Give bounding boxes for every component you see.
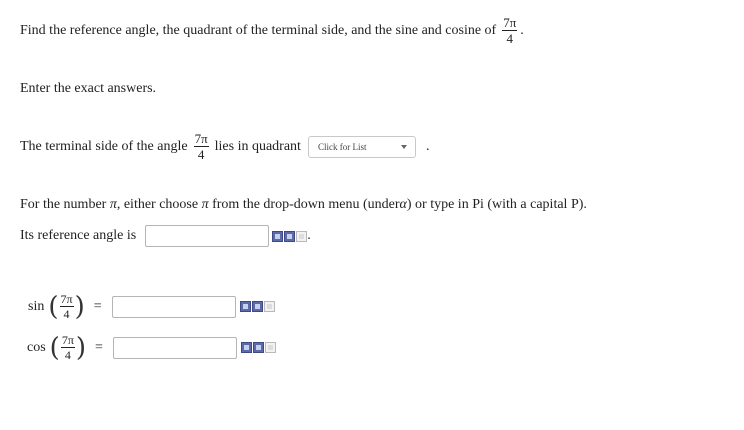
cos-angle-denominator: 4 bbox=[64, 348, 71, 362]
alpha-symbol: α bbox=[399, 197, 407, 212]
instruction-text: Enter the exact answers. bbox=[20, 81, 157, 96]
sin-angle-numerator: 7π bbox=[60, 292, 73, 306]
symbol-palette-icon[interactable] bbox=[253, 342, 264, 353]
quadrant-angle-numerator: 7π bbox=[194, 131, 208, 146]
symbol-palette-icon[interactable] bbox=[284, 231, 295, 242]
reference-line bbox=[20, 225, 311, 247]
sin-equals: = bbox=[93, 298, 102, 314]
question-line bbox=[20, 16, 524, 45]
sin-label: sin bbox=[28, 298, 45, 314]
pi-note-part1: For the number bbox=[20, 197, 107, 212]
equation-editor-icon[interactable] bbox=[272, 231, 283, 242]
sin-row bbox=[28, 293, 275, 320]
right-paren: ) bbox=[74, 291, 85, 322]
cos-equals: = bbox=[95, 339, 103, 355]
sin-answer-input[interactable] bbox=[112, 296, 236, 318]
question-period: . bbox=[520, 22, 524, 38]
reference-period: . bbox=[307, 228, 311, 243]
equation-editor-icon[interactable] bbox=[240, 301, 251, 312]
pi-symbol-2: π bbox=[201, 197, 209, 212]
quadrant-suffix: lies in quadrant bbox=[214, 138, 301, 154]
sin-angle-fraction bbox=[60, 293, 74, 320]
reference-tools bbox=[272, 231, 307, 242]
left-paren: ( bbox=[49, 332, 60, 363]
cos-angle-numerator: 7π bbox=[61, 333, 74, 347]
reference-label: Its reference angle is bbox=[20, 228, 137, 243]
right-paren: ) bbox=[75, 332, 87, 363]
quadrant-period: . bbox=[425, 138, 430, 154]
angle-denominator: 4 bbox=[506, 31, 513, 46]
help-document-icon[interactable] bbox=[264, 301, 275, 312]
symbol-palette-icon[interactable] bbox=[252, 301, 263, 312]
cos-answer-input[interactable] bbox=[113, 337, 237, 359]
pi-note-part2: , either choose bbox=[116, 197, 199, 212]
angle-fraction bbox=[502, 16, 517, 45]
cos-row bbox=[27, 334, 276, 361]
quadrant-angle-fraction bbox=[194, 132, 209, 161]
pi-note bbox=[20, 197, 587, 213]
cos-angle-fraction bbox=[61, 334, 75, 361]
quadrant-line bbox=[20, 132, 429, 161]
question-text: Find the reference angle, the quadrant of the terminal side, and the sine and cosine of bbox=[20, 22, 497, 38]
angle-numerator: 7π bbox=[503, 15, 517, 30]
quadrant-angle-denominator: 4 bbox=[197, 147, 205, 162]
pi-note-part4: ) or type in Pi (with a capital P). bbox=[406, 197, 587, 212]
sin-angle-denominator: 4 bbox=[63, 307, 70, 321]
help-document-icon[interactable] bbox=[265, 342, 276, 353]
chevron-down-icon bbox=[401, 145, 407, 149]
pi-note-part3: from the drop-down menu (under bbox=[212, 197, 400, 212]
pi-symbol: π bbox=[109, 197, 117, 212]
left-paren: ( bbox=[48, 291, 59, 322]
cos-label: cos bbox=[27, 339, 46, 355]
equation-editor-icon[interactable] bbox=[241, 342, 252, 353]
quadrant-prefix: The terminal side of the angle bbox=[20, 138, 188, 154]
sin-tools bbox=[240, 301, 275, 312]
reference-angle-input[interactable] bbox=[145, 225, 269, 247]
cos-tools bbox=[241, 342, 276, 353]
quadrant-dropdown-value: Click for List bbox=[317, 141, 367, 152]
help-document-icon[interactable] bbox=[296, 231, 307, 242]
quadrant-dropdown[interactable] bbox=[308, 136, 416, 158]
